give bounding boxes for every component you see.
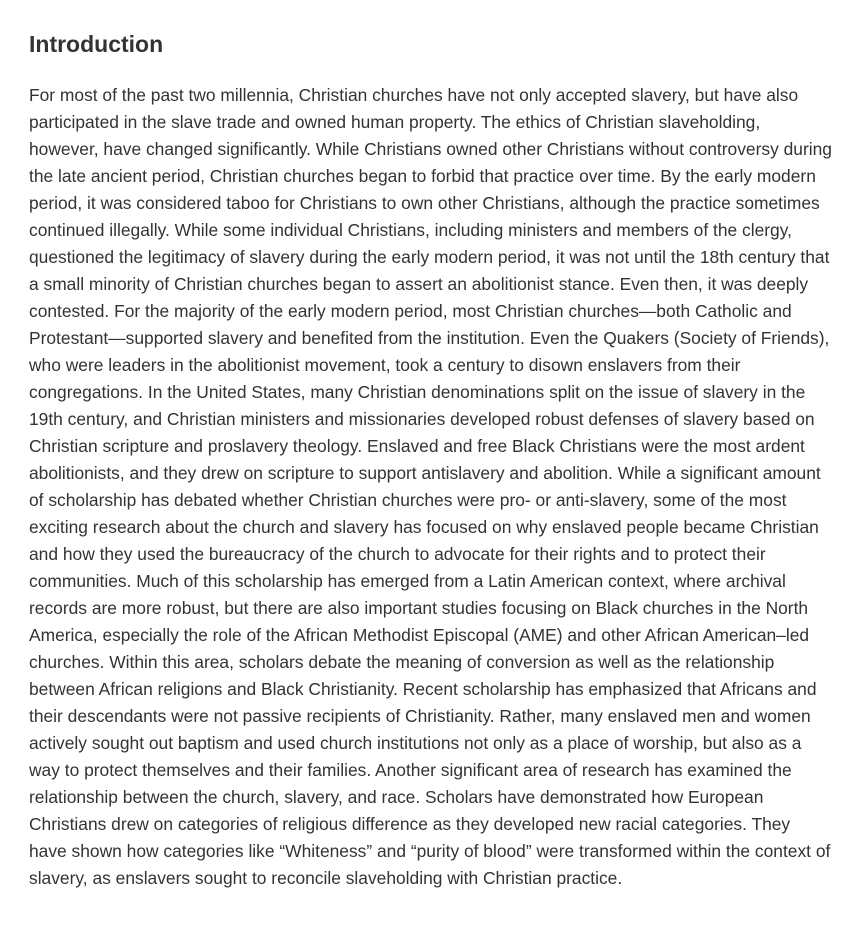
section-heading: Introduction — [29, 31, 164, 57]
intro-paragraph: For most of the past two millennia, Christian churches have not only accepted slavery, but have also participated in the slave trade and owned human property. The ethics of Christian slaveholding, however, have changed significantly. While Christians owned other Christians without controversy during the late ancient period, Christian churches began to forbid that practice over time. By the early modern period, it was considered taboo for Christians to own other Christians, although the practice sometimes continued illegally. While some individual Christians, including ministers and members of the clergy, questioned the legitimacy of slavery during the early modern period, it was not until the 18th century that a small minority of Christian churches began to assert an abolitionist stance. Even then, it was deeply contested. For the majority of the early modern period, most Christian churches—both Catholic and Protestant—supported slavery and benefited from the institution. Even the Quakers (Society of Friends), who were leaders in the abolitionist movement, took a century to disown enslavers from their congregations. In the United States, many Christian denominations split on the issue of slavery in the 19th century, and Christian ministers and missionaries developed robust defenses of slavery based on Christian scripture and proslavery theology. Enslaved and free Black Christians were the most ardent abolitionists, and they drew on scripture to support antislavery and abolition. While a significant amount of scholarship has debated whether Christian churches were pro- or anti-slavery, some of the most exciting research about the church and slavery has focused on why enslaved people became Christian and how they used the bureaucracy of the church to advocate for their rights and to protect their communities. Much of this scholarship has emerged from a Latin American context, where archival records are more robust, but there are also important studies focusing on Black churches in the North America, especially the role of the African Methodist Episcopal (AME) and other African American–led churches. Within this area, scholars debate the meaning of conversion as well as the relationship between African religions and Black Christianity. Recent scholarship has emphasized that Africans and their descendants were not passive recipients of Christianity. Rather, many enslaved men and women actively sought out baptism and used church institutions not only as a place of worship, but also as a way to protect themselves and their families. Another significant area of research has examined the relationship between the church, slavery, and race. Scholars have demonstrated how European Christians drew on categories of religious difference as they developed new racial categories. They have shown how categories like “Whiteness” and “purity of blood” were transformed within the context of slavery, as enslavers sought to reconcile slaveholding with Christian practice. — [29, 85, 832, 888]
